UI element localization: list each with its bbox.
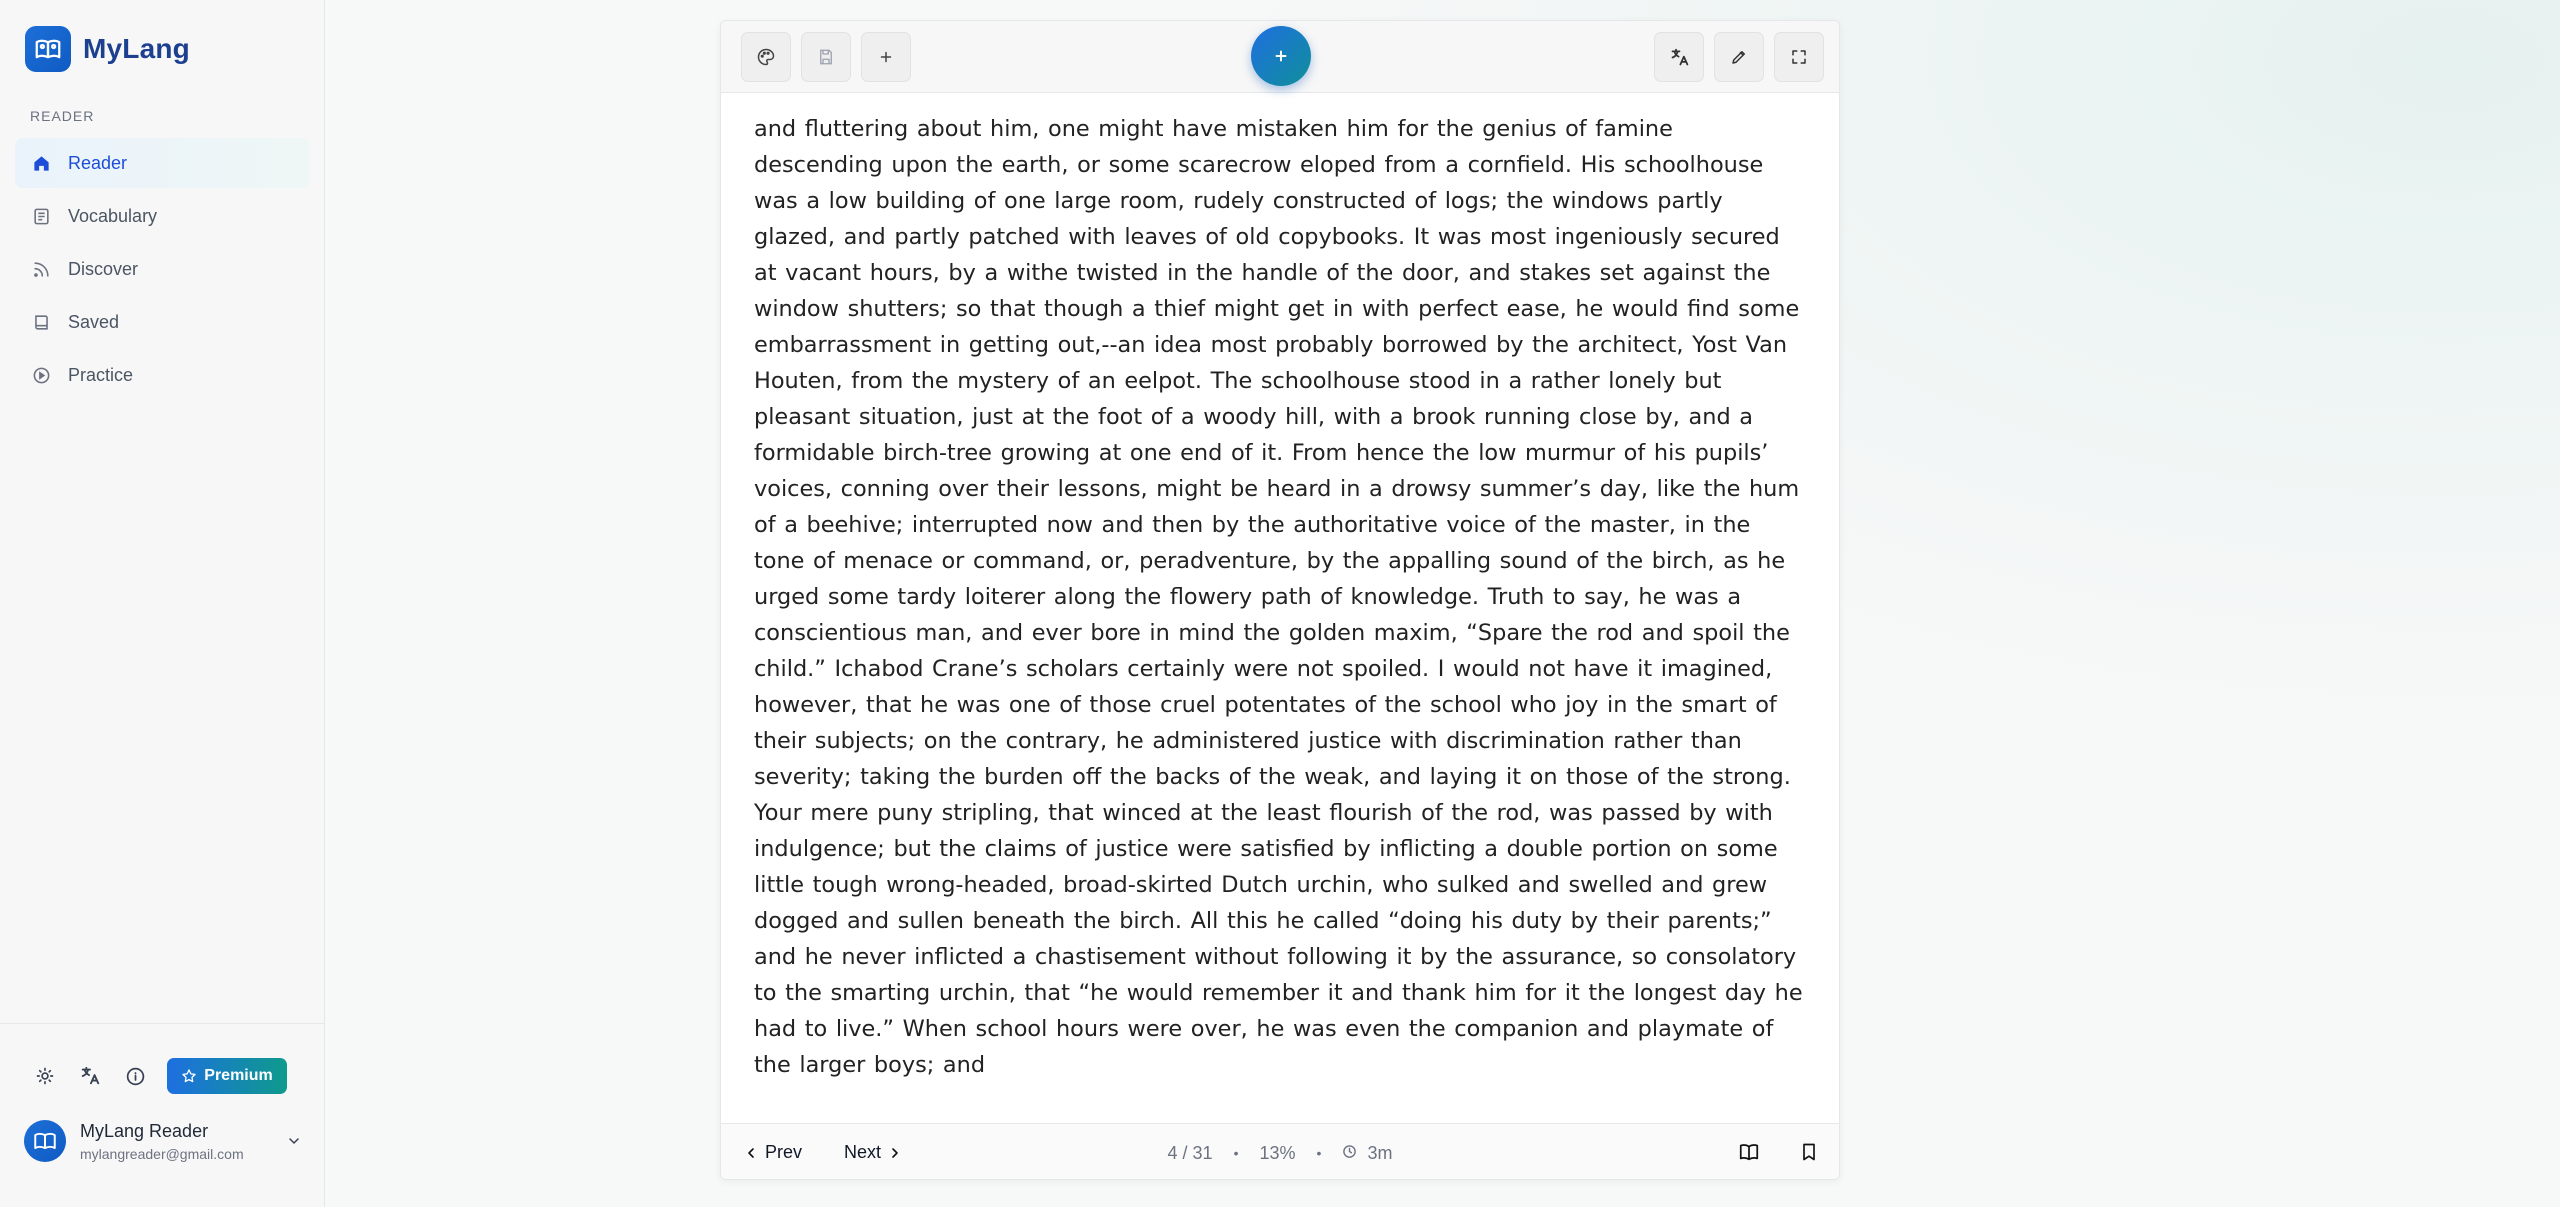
- section-label: READER: [30, 108, 95, 124]
- user-menu[interactable]: [24, 1120, 304, 1162]
- separator: •: [1316, 1145, 1322, 1162]
- avatar: [24, 1120, 66, 1162]
- sidebar: [0, 0, 325, 1207]
- play-circle-icon: [31, 365, 51, 385]
- logo[interactable]: [25, 26, 190, 72]
- edit-button[interactable]: [1714, 32, 1764, 82]
- open-book-icon: [1738, 1141, 1760, 1163]
- premium-button[interactable]: [167, 1058, 287, 1094]
- sun-icon: [35, 1066, 55, 1086]
- sidebar-item-label: Vocabulary: [68, 205, 158, 226]
- save-icon: [817, 48, 835, 66]
- info-button[interactable]: [120, 1061, 150, 1091]
- sidebar-item-label: Saved: [68, 311, 120, 332]
- plus-icon: [877, 48, 895, 66]
- reader-card: [720, 20, 1840, 1180]
- app-name: MyLang: [83, 33, 190, 64]
- language-button[interactable]: [75, 1061, 105, 1091]
- chevron-down-icon[interactable]: [284, 1131, 304, 1151]
- logo-icon: [25, 26, 71, 72]
- sidebar-item-label: Practice: [68, 364, 134, 385]
- fullscreen-button[interactable]: [1774, 32, 1824, 82]
- pencil-icon: [1730, 48, 1748, 66]
- progress-indicator: 13%: [1259, 1142, 1296, 1163]
- page-indicator: 4 / 31: [1167, 1142, 1213, 1163]
- sidebar-item-label: Reader: [68, 152, 128, 173]
- user-email: mylangreader@gmail.com: [80, 1145, 244, 1162]
- prev-label: Prev: [765, 1142, 803, 1162]
- translate-icon: [79, 1065, 101, 1087]
- add-text-fab[interactable]: [1251, 26, 1311, 86]
- reader-text[interactable]: and fluttering about him, one might have mistaken him for the genius of famine descending upon the earth, or some scarecrow eloped from a cornfield. His schoolhouse was a low building of one large room, rudely constructed of logs; the windows partly glazed, and partly patched with leaves of old copybooks. It was most ingeniously secured at vacant hours, by a withe twisted in the handle of the door, and stakes set against the window shutters; so that though a thief might get in with perfect ease, he would find some embarrassment in getting out,--an idea most probably borrowed by the architect, Yost Van Houten, from the mystery of an eelpot. The schoolhouse stood in a rather lonely but pleasant situation, just at the foot of a woody hill, with a brook running close by, and a formidable birch-tree growing at one end of it. From hence the low murmur of his pupils’ voices, conning over their lessons, might be heard in a drowsy summer’s day, like the hum of a beehive; interrupted now and then by the authoritative voice of the master, in the tone of menace or command, or, peradventure, by the appalling sound of the birch, as he urged some tardy loiterer along the flowery path of knowledge. Truth to say, he was a conscientious man, and ever bore in mind the golden maxim, “Spare the rod and spoil the child.” Ichabod Crane’s scholars certainly were not spoiled. I would not have it imagined, however, that he was one of those cruel potentates of the school who joy in the smart of their subjects; on the contrary, he administered justice with discrimination rather than severity; taking the burden off the backs of the weak, and laying it on those of the strong. Your mere puny stripling, that winced at the least flourish of the rod, was passed by with indulgence; but the claims of justice were satisfied by inflicting a double portion on some little tough wrong-headed, broad-skirted Dutch urchin, who sulked and swelled and grew dogged and sullen beneath the birch. All this he called “doing his duty by their parents;” and he never inflicted a chastisement without following it by the assurance, so consolatory to the smarting urchin, that “he would remember it and thank him for it the longest day he had to live.” When school hours were over, he was even the companion and playmate of the larger boys; and: [754, 116, 1803, 1078]
- bookmark-button[interactable]: [1796, 1139, 1822, 1165]
- footer-tools: [30, 1058, 287, 1094]
- reading-stats: [721, 1142, 1839, 1164]
- home-icon: [31, 153, 51, 173]
- sidebar-item-saved[interactable]: [15, 297, 310, 347]
- open-book-button[interactable]: [1736, 1139, 1762, 1165]
- separator: •: [1233, 1145, 1239, 1162]
- rss-icon: [31, 259, 51, 279]
- reader-toolbar: [721, 21, 1839, 93]
- book-icon: [31, 312, 51, 332]
- premium-label: Premium: [204, 1067, 273, 1084]
- user-info: [80, 1121, 284, 1162]
- star-icon: [181, 1068, 197, 1084]
- plus-icon: [1272, 47, 1290, 65]
- theme-toggle-button[interactable]: [30, 1061, 60, 1091]
- palette-icon: [756, 47, 776, 67]
- expand-icon: [1790, 48, 1808, 66]
- translate-button[interactable]: [1654, 32, 1704, 82]
- sidebar-nav: [15, 138, 310, 403]
- add-button[interactable]: [861, 32, 911, 82]
- sidebar-item-label: Discover: [68, 258, 139, 279]
- theme-button[interactable]: [741, 32, 791, 82]
- next-label: Next: [844, 1142, 882, 1162]
- divider: [0, 1023, 325, 1024]
- sidebar-item-vocabulary[interactable]: [15, 191, 310, 241]
- reader-bottom-bar: [721, 1123, 1839, 1179]
- sidebar-item-reader[interactable]: [15, 138, 310, 188]
- list-icon: [31, 206, 51, 226]
- user-name: MyLang Reader: [80, 1120, 209, 1141]
- sidebar-item-practice[interactable]: [15, 350, 310, 400]
- clock-icon: [1342, 1143, 1357, 1164]
- sidebar-item-discover[interactable]: [15, 244, 310, 294]
- info-icon: [125, 1066, 146, 1087]
- translate-icon: [1669, 47, 1690, 68]
- save-button[interactable]: [801, 32, 851, 82]
- bookmark-icon: [1799, 1142, 1819, 1162]
- time-indicator: 3m: [1367, 1142, 1393, 1163]
